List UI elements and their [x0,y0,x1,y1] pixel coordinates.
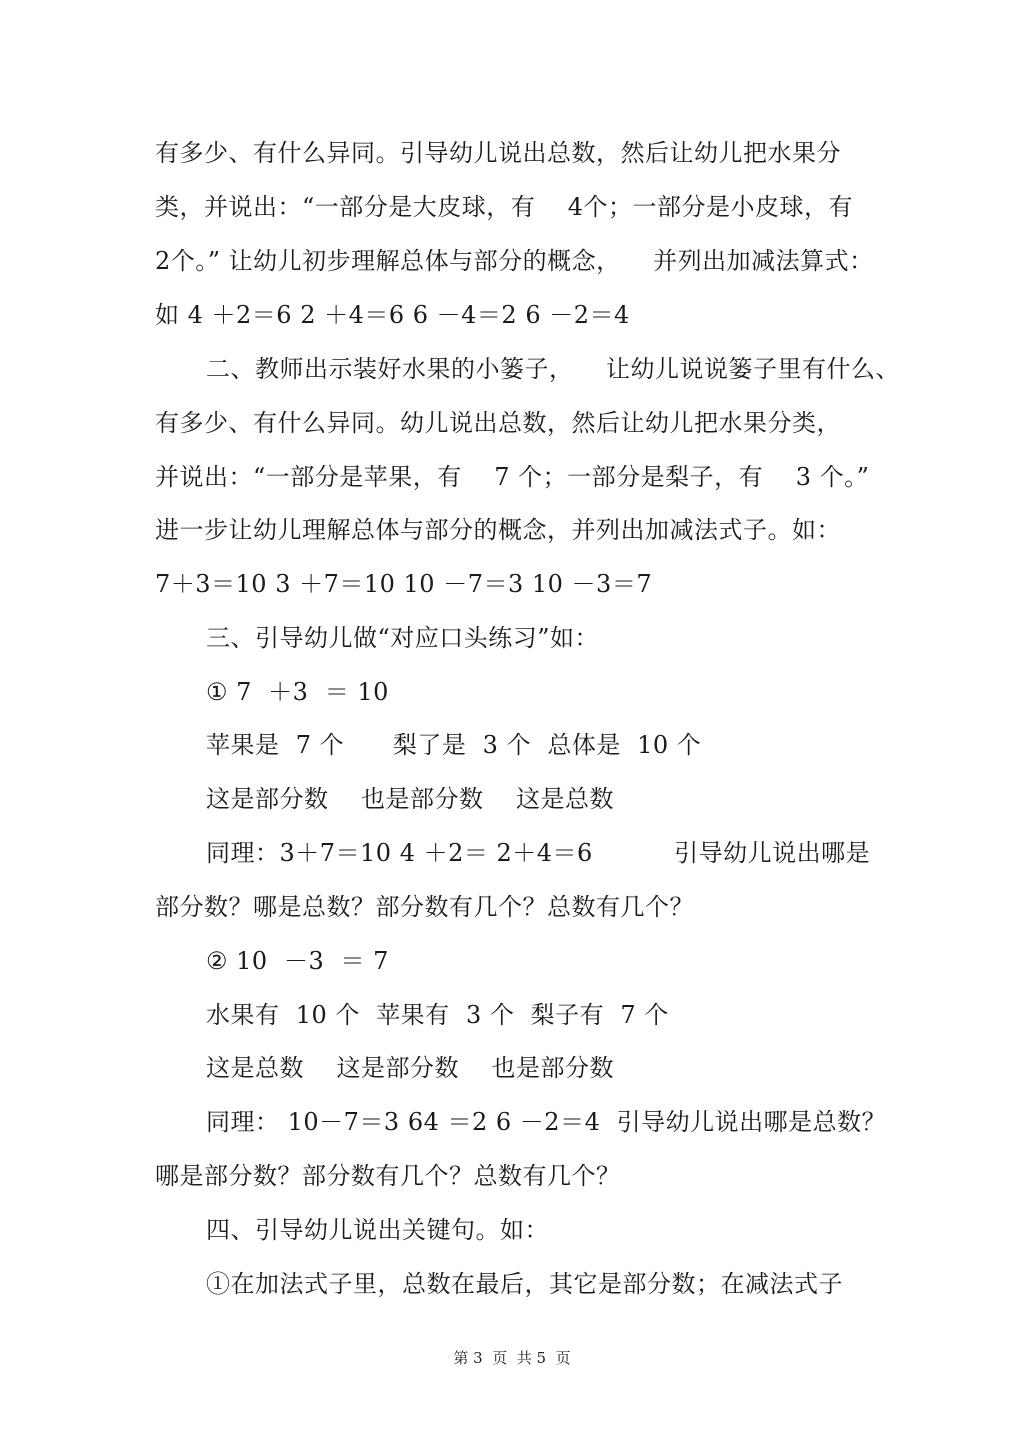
text-line: 如 4 ＋2＝6 2 ＋4＝6 6 －4＝2 6 －2＝4 [155,301,630,329]
text-line: 并说出：“一部分是苹果，有 7 个；一部分是梨子，有 3 个。” [155,463,870,491]
text-line: 同理：3＋7＝10 4 ＋2＝ 2＋4＝6 引导幼儿说出哪是 [206,839,871,867]
text-line: ② 10 －3 ＝ 7 [206,947,389,975]
text-line: 进一步让幼儿理解总体与部分的概念，并列出加减法式子。如： [155,516,841,544]
text-line: 部分数？哪是总数？部分数有几个？总数有几个？ [155,893,694,921]
text-line: 有多少、有什么异同。引导幼儿说出总数，然后让幼儿把水果分 [155,139,841,167]
text-line: 类，并说出：“一部分是大皮球，有 4个；一部分是小皮球，有 [155,193,854,221]
text-line: ① 7 ＋3 ＝ 10 [206,678,389,706]
text-line: 7＋3＝10 3 ＋7＝10 10 －7＝3 10 －3＝7 [155,570,653,598]
text-line: 四、引导幼儿说出关键句。如： [206,1216,549,1244]
text-line: 2个。” 让幼儿初步理解总体与部分的概念， 并列出加减法算式： [155,247,874,275]
text-line: 有多少、有什么异同。幼儿说出总数，然后让幼儿把水果分类， [155,409,841,437]
text-line: 苹果是 7 个 梨了是 3 个 总体是 10 个 [206,731,702,759]
text-line: 这是部分数 也是部分数 这是总数 [206,785,615,813]
text-line: 水果有 10 个 苹果有 3 个 梨子有 7 个 [206,1001,669,1029]
text-line: 三、引导幼儿做“对应口头练习”如： [206,624,600,652]
text-line: 这是总数 这是部分数 也是部分数 [206,1054,615,1082]
text-line: 二、教师出示装好水果的小篓子， 让幼儿说说篓子里有什么、 [206,355,901,383]
text-line: 同理： 10－7＝3 64 ＝2 6 －2＝4 引导幼儿说出哪是总数？ [206,1108,887,1136]
page-footer: 第 3 页 共 5 页 [453,1349,571,1367]
text-line: ①在加法式子里，总数在最后，其它是部分数；在减法式子 [206,1270,843,1298]
text-line: 哪是部分数？部分数有几个？总数有几个？ [155,1162,621,1190]
